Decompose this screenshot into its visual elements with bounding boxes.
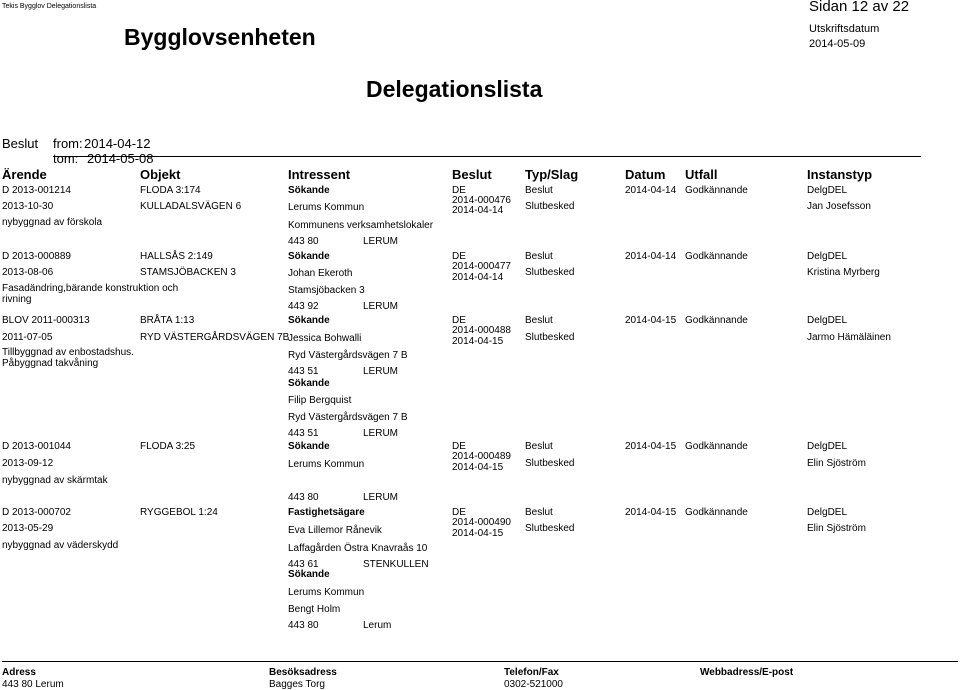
arende-description: Fasadändring,bärande konstruktion och: [2, 283, 179, 294]
print-date-value: 2014-05-09: [809, 38, 866, 50]
intressent-street: Laffagården Östra Knavraås 10: [288, 543, 428, 554]
intressent-street: Kommunens verksamhetslokaler: [288, 220, 434, 231]
intressent-name: Eva Lillemor Rånevik: [288, 525, 382, 536]
footer-phone-value: 0302-521000: [504, 679, 563, 690]
col-header-utfall: Utfall: [685, 167, 718, 182]
handlaggare: Elin Sjöström: [807, 458, 866, 469]
beslut-number: 2014-000476: [452, 195, 511, 206]
beslut-date: 2014-04-14: [452, 272, 504, 283]
col-header-typ-slag: Typ/Slag: [525, 167, 579, 182]
intressent-city: LERUM: [363, 428, 399, 439]
beslut-number: 2014-000489: [452, 451, 511, 462]
intressent-street: Ryd Västergårdsvägen 7 B: [288, 412, 408, 423]
intressent-zip: 443 51: [288, 428, 319, 439]
beslut-date: 2014-04-15: [452, 462, 504, 473]
intressent-role: Sökande: [288, 315, 330, 326]
datum: 2014-04-14: [625, 251, 677, 262]
intressent-street: Ryd Västergårdsvägen 7 B: [288, 350, 408, 361]
beslut-code: DE: [452, 251, 466, 262]
datum: 2014-04-15: [625, 507, 677, 518]
intressent-role: Sökande: [288, 185, 330, 196]
arende-number: D 2013-001044: [2, 441, 71, 452]
datum: 2014-04-15: [625, 441, 677, 452]
arende-number: D 2013-000889: [2, 251, 71, 262]
beslut-code: DE: [452, 441, 466, 452]
instanstyp: DelgDEL: [807, 507, 848, 518]
org-name: Bygglovsenheten: [124, 24, 316, 50]
beslut-number: 2014-000488: [452, 325, 511, 336]
footer-visit-value: Bagges Torg: [269, 679, 325, 690]
objekt-address: STAMSJÖBACKEN 3: [140, 267, 236, 278]
utfall: Godkännande: [685, 251, 748, 262]
arende-reg-date: 2011-07-05: [2, 332, 53, 343]
footer-web-label: Webbadress/E-post: [700, 667, 794, 678]
intressent-name: Lerums Kommun: [288, 587, 365, 598]
col-header-instanstyp: Instanstyp: [807, 167, 873, 182]
intressent-zip: 443 61: [288, 559, 319, 570]
typ: Beslut: [525, 185, 553, 196]
objekt-name: FLODA 3:25: [140, 441, 196, 452]
objekt-name: BRÅTA 1:13: [140, 315, 195, 326]
slag: Slutbesked: [525, 523, 575, 534]
typ: Beslut: [525, 251, 553, 262]
page-title: Delegationslista: [366, 76, 543, 102]
utfall: Godkännande: [685, 507, 748, 518]
arende-reg-date: 2013-08-06: [2, 267, 54, 278]
intressent-name: Johan Ekeroth: [288, 268, 353, 279]
objekt-name: FLODA 3:174: [140, 185, 201, 196]
slag: Slutbesked: [525, 458, 575, 469]
arende-reg-date: 2013-09-12: [2, 458, 54, 469]
intressent-zip: 443 80: [288, 236, 319, 247]
intressent-street: Stamsjöbacken 3: [288, 285, 365, 296]
typ: Beslut: [525, 315, 553, 326]
arende-reg-date: 2013-05-29: [2, 523, 54, 534]
criteria-to-label: tom:: [53, 151, 79, 166]
print-date-label: Utskriftsdatum: [809, 23, 880, 35]
arende-number: D 2013-001214: [2, 185, 71, 196]
arende-number: BLOV 2011-000313: [2, 315, 90, 326]
intressent-zip: 443 51: [288, 366, 319, 377]
intressent-name: Lerums Kommun: [288, 459, 365, 470]
intressent-city: LERUM: [363, 492, 399, 503]
arende-number: D 2013-000702: [2, 507, 71, 518]
col-header-arende: Ärende: [2, 167, 47, 182]
instanstyp: DelgDEL: [807, 441, 848, 452]
col-header-objekt: Objekt: [140, 167, 181, 182]
intressent-zip: 443 92: [288, 301, 319, 312]
intressent-role: Sökande: [288, 441, 330, 452]
arende-description: nybyggnad av förskola: [2, 217, 103, 228]
footer-address-label: Adress: [2, 667, 36, 678]
report-source-label: Tekis Bygglov Delegationslista: [2, 3, 97, 10]
beslut-date: 2014-04-15: [452, 336, 504, 347]
arende-description: nybyggnad av skärmtak: [2, 475, 108, 486]
intressent-city: LERUM: [363, 301, 399, 312]
intressent-role: Sökande: [288, 569, 330, 580]
handlaggare: Elin Sjöström: [807, 523, 866, 534]
intressent-street: Bengt Holm: [288, 604, 341, 615]
datum: 2014-04-15: [625, 315, 677, 326]
col-header-intressent: Intressent: [288, 167, 351, 182]
handlaggare: Jan Josefsson: [807, 201, 871, 212]
instanstyp: DelgDEL: [807, 251, 848, 262]
instanstyp: DelgDEL: [807, 185, 848, 196]
criteria-from-value: 2014-04-12: [84, 136, 151, 151]
beslut-code: DE: [452, 185, 466, 196]
criteria-to-value: 2014-05-08: [87, 151, 154, 166]
datum: 2014-04-14: [625, 185, 677, 196]
criteria-field: Beslut: [2, 136, 39, 151]
beslut-date: 2014-04-14: [452, 205, 504, 216]
footer-phone-label: Telefon/Fax: [504, 667, 559, 678]
criteria-divider: [53, 156, 921, 157]
objekt-name: RYGGEBOL 1:24: [140, 507, 218, 518]
handlaggare: Jarmo Hämäläinen: [807, 332, 891, 343]
intressent-role: Sökande: [288, 378, 330, 389]
intressent-city: LERUM: [363, 236, 399, 247]
utfall: Godkännande: [685, 185, 748, 196]
arende-reg-date: 2013-10-30: [2, 201, 54, 212]
objekt-address: KULLADALSVÄGEN 6: [140, 201, 242, 212]
intressent-name: Lerums Kommun: [288, 202, 365, 213]
beslut-code: DE: [452, 315, 466, 326]
arende-description: nybyggnad av väderskydd: [2, 540, 119, 551]
arende-description-2: rivning: [2, 294, 32, 305]
criteria-from-label: from:: [53, 136, 83, 151]
typ: Beslut: [525, 507, 553, 518]
intressent-role: Sökande: [288, 251, 330, 262]
slag: Slutbesked: [525, 332, 575, 343]
beslut-number: 2014-000477: [452, 261, 511, 272]
footer-address-value: 443 80 Lerum: [2, 679, 64, 690]
intressent-zip: 443 80: [288, 620, 319, 631]
objekt-name: HALLSÅS 2:149: [140, 251, 213, 262]
instanstyp: DelgDEL: [807, 315, 848, 326]
col-header-beslut: Beslut: [452, 167, 492, 182]
intressent-city: STENKULLEN: [363, 559, 429, 570]
objekt-address: RYD VÄSTERGÅRDSVÄGEN 7B: [140, 332, 290, 343]
beslut-code: DE: [452, 507, 466, 518]
intressent-name: Jessica Bohwalli: [288, 333, 362, 344]
col-header-datum: Datum: [625, 167, 666, 182]
intressent-city: LERUM: [363, 366, 399, 377]
slag: Slutbesked: [525, 267, 575, 278]
footer-visit-label: Besöksadress: [269, 667, 337, 678]
typ: Beslut: [525, 441, 553, 452]
footer-divider: [2, 661, 958, 662]
page-number: Sidan 12 av 22: [809, 0, 910, 15]
arende-description: Tillbyggnad av enbostadshus.: [2, 347, 134, 358]
utfall: Godkännande: [685, 441, 748, 452]
intressent-name: Filip Bergquist: [288, 395, 352, 406]
utfall: Godkännande: [685, 315, 748, 326]
intressent-zip: 443 80: [288, 492, 319, 503]
intressent-city: Lerum: [363, 620, 392, 631]
slag: Slutbesked: [525, 201, 575, 212]
handlaggare: Kristina Myrberg: [807, 267, 880, 278]
intressent-role: Fastighetsägare: [288, 507, 365, 518]
beslut-date: 2014-04-15: [452, 528, 504, 539]
arende-description-2: Påbyggnad takvåning: [2, 358, 99, 369]
beslut-number: 2014-000490: [452, 517, 511, 528]
